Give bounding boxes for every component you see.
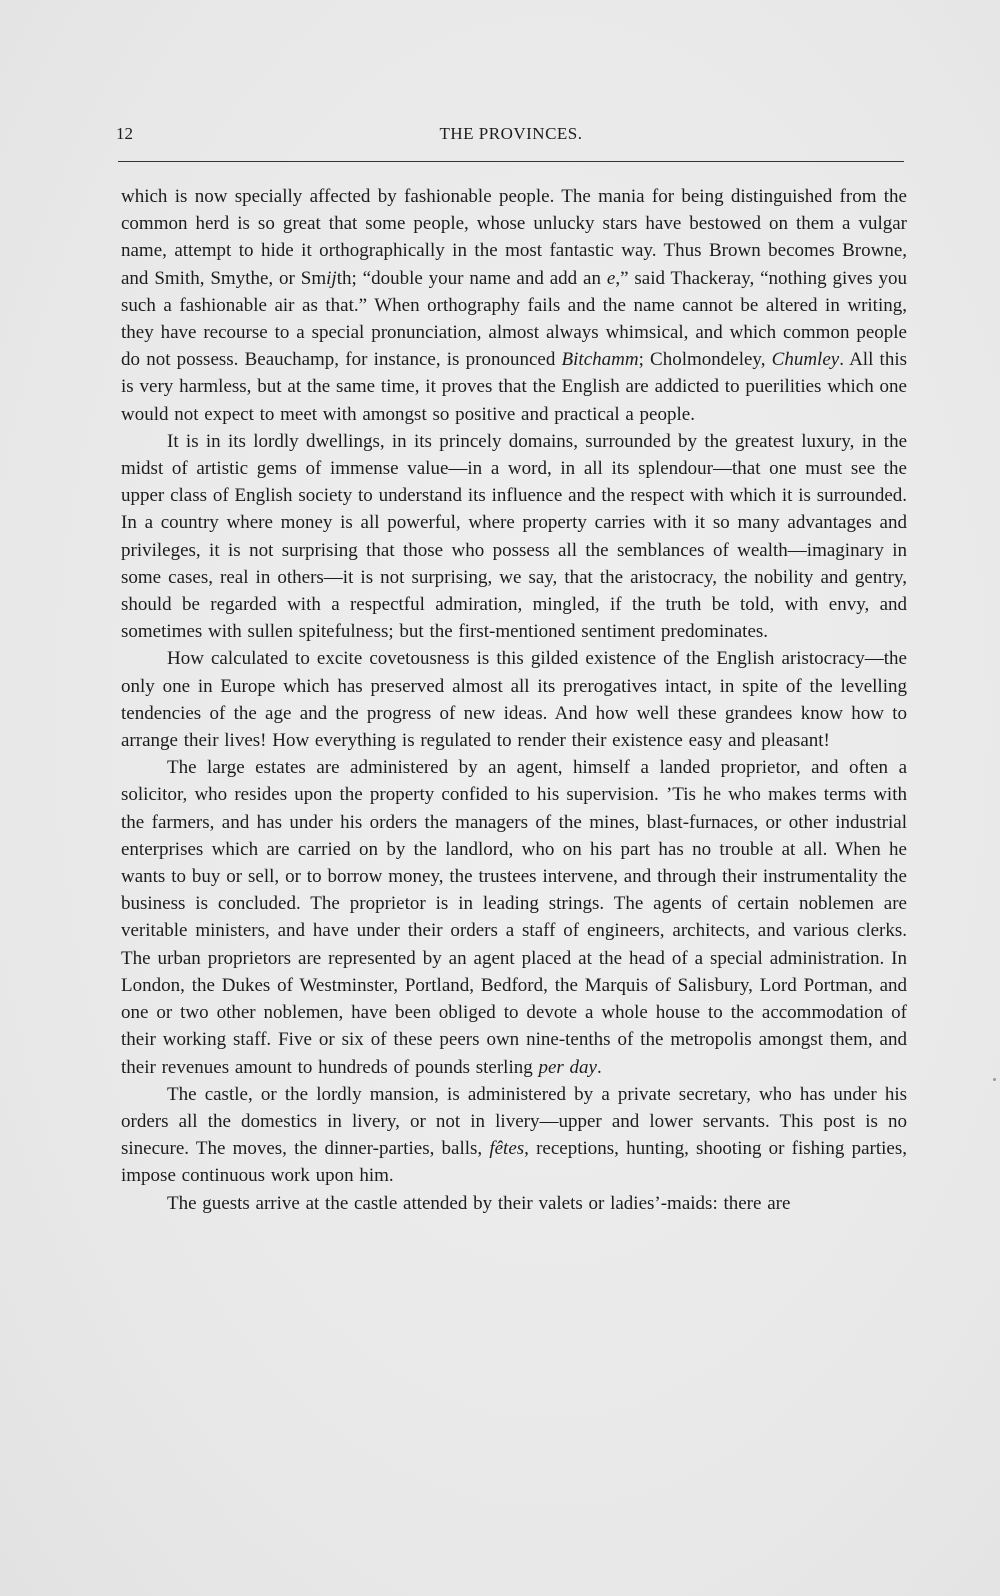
text-run: It is in its lordly dwellings, in its princely domains, surrounded by the greatest luxury, in the midst of artistic gems of immense value—in a word, in all its splendour—that one must see the upper class of English society to understand its influence and the respect with which it is surrounded. In a country where money is all powerful, where property carries with it so many advantages and privileges, it is not surprising that those who possess all the semblances of wealth—imaginary in some cases, real in others—it is not surprising, we say, that the aristocracy, the nobility and gentry, should be regarded with a respectful admiration, mingled, if the truth be told, with envy, and sometimes with sullen spitefulness; but the first-mentioned sentiment predominates. [121,430,907,643]
text-run: , receptions, hunting, shooting or fishing parties, impose continuous work upon him. [121,1138,907,1187]
body-text [121,183,907,1217]
text-run: th; “double your name and add an [336,267,607,289]
header-rule [118,161,904,162]
paragraph [121,754,907,1080]
page-header [116,124,906,148]
paragraph [121,1190,907,1217]
text-run: . [597,1056,602,1078]
italic-text-run: Chumley [771,349,840,371]
text-run: How calculated to excite covetousness is this gilded existence of the English aristocracy—the only one in Europe which has preserved almost all its prerogatives intact, in spite of the levelling tendencies of the age and the progress of new ideas. And how well these grandees know how to arrange their lives! How everything is regulated to render their existence easy and pleasant! [121,648,907,752]
paragraph [121,183,907,428]
text-run: The guests arrive at the castle attended by their valets or ladies’-maids: there are [167,1192,791,1214]
text-run: . All this is very harmless, but at the same time, it proves that the English are addicted to puerilities which one would not expect to meet with amongst so positive and practical a people. [121,349,908,425]
italic-text-run: ij [326,267,337,289]
italic-text-run: Bitchamm [561,349,639,371]
page-number: 12 [116,124,133,143]
paragraph [121,1081,907,1190]
italic-text-run: per day [538,1056,597,1078]
text-run: The castle, or the lordly mansion, is administered by a private secretary, who has under his orders all the domestics in livery, or not in livery—upper and lower servants. This post is no sinecure. The moves, the dinner-parties, balls, [121,1083,907,1160]
text-run: ,” said Thackeray, “nothing gives you such a fashionable air as that.” When orthography fails and the name cannot be altered in writing, they have recourse to a special pronunciation, almost always whimsical, and which common people do not possess. Beauchamp, for instance, is pronounced [121,267,907,371]
paragraph [121,645,907,754]
italic-text-run: fêtes [489,1138,525,1160]
text-run: The large estates are administered by an agent, himself a landed proprietor, and often a solicitor, who resides upon the property confided to his supervision. ’Tis he who makes terms with the farmers, and has under his orders the managers of the mines, blast-furnaces, or other industrial enterprises which are carried on by the landlord, who on his part has no trouble at all. When he wants to buy or sell, or to borrow money, the trustees intervene, and through their instrumentality the business is concluded. The proprietor is in leading strings. The agents of certain noblemen are veritable ministers, and have under their orders a staff of engineers, architects, and various clerks. The urban proprietors are represented by an agent placed at the head of a special administration. In London, the Dukes of Westminster, Portland, Bedford, the Marquis of Salisbury, Lord Portman, and one or two other noblemen, have been obliged to devote a whole house to the accommodation of their working staff. Five or six of these peers own nine-tenths of the metropolis amongst them, and their revenues amount to hundreds of pounds sterling [121,757,907,1078]
running-title: THE PROVINCES. [439,124,583,143]
paragraph [121,428,907,646]
text-run: ; Cholmondeley, [638,349,772,371]
text-run: which is now specially affected by fashionable people. The mania for being distinguished from the common herd is so great that some people, whose unlucky stars have bestowed on them a vulgar name, attempt to hide it orthographically in the most fantastic way. Thus Brown becomes Browne, and Smith, Smythe, or Sm [121,186,907,289]
italic-text-run: e [606,267,616,289]
margin-speck [993,1078,996,1081]
